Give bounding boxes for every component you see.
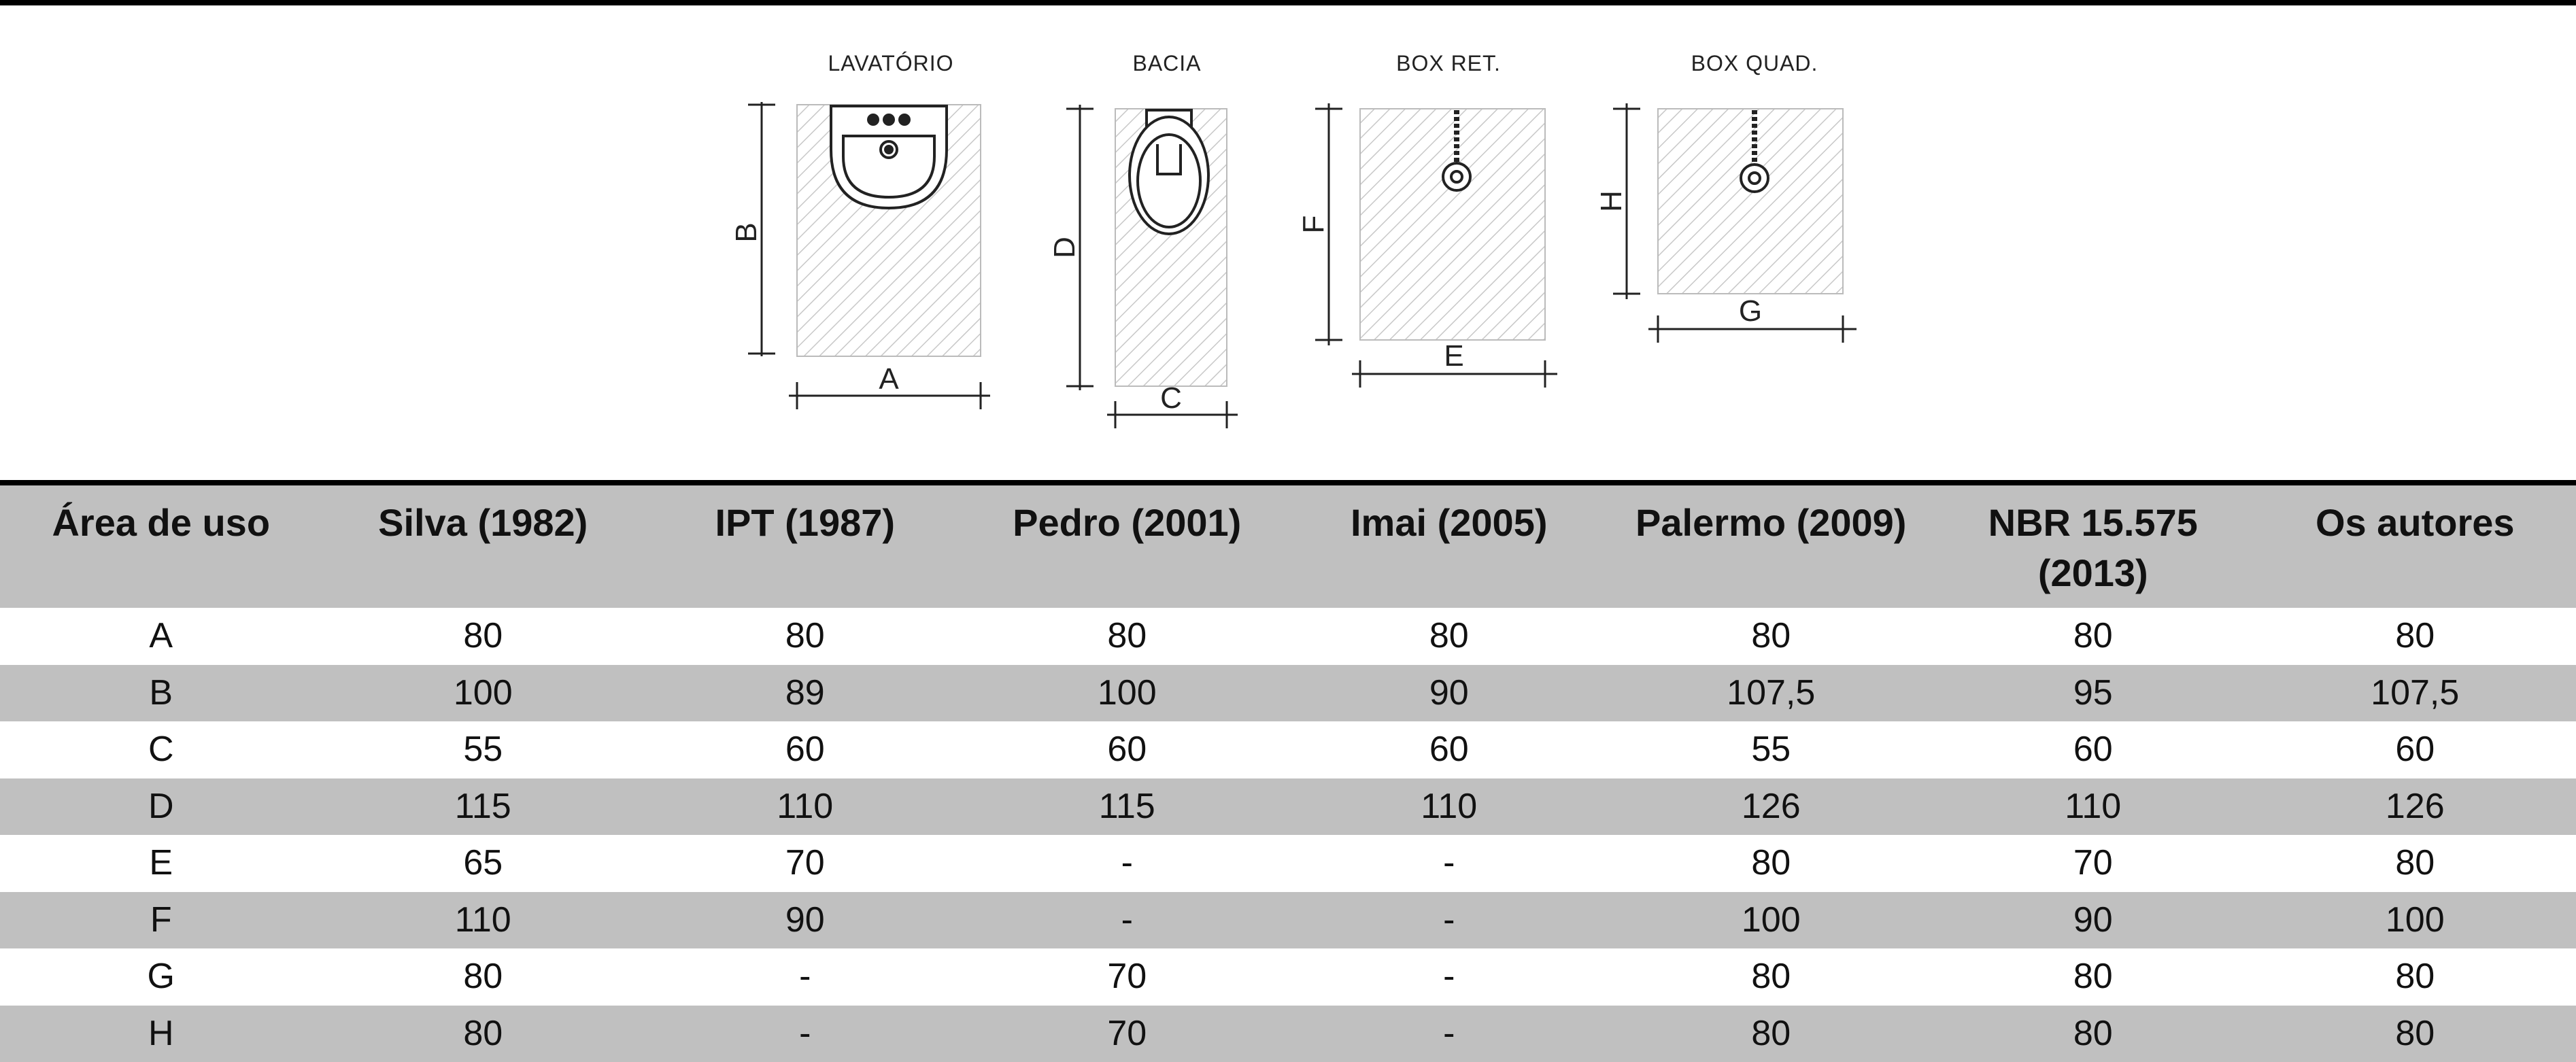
dim-label-b: B — [730, 222, 763, 242]
column-header: IPT (1987) — [644, 485, 966, 608]
table-cell: 80 — [322, 948, 645, 1006]
fixture-label-bacia: BACIA — [1132, 51, 1201, 75]
row-label-cell: C — [0, 721, 322, 778]
column-header: Os autores — [2254, 485, 2576, 608]
table-cell: 80 — [644, 608, 966, 665]
dim-label-a: A — [879, 362, 899, 396]
table-cell: 107,5 — [2254, 665, 2576, 722]
fixture-label-box-ret: BOX RET. — [1396, 51, 1501, 75]
dim-label-g: G — [1739, 294, 1762, 328]
table-cell: 100 — [322, 665, 645, 722]
table-cell: 110 — [644, 778, 966, 836]
table-cell: - — [644, 948, 966, 1006]
dim-label-d: D — [1048, 237, 1081, 258]
table-cell: 90 — [644, 892, 966, 949]
table-cell: 80 — [1610, 948, 1933, 1006]
table-cell: 60 — [966, 721, 1289, 778]
table-cell: 80 — [2254, 948, 2576, 1006]
table-cell: 60 — [1288, 721, 1610, 778]
table-cell: 70 — [1932, 835, 2254, 892]
row-label-cell: E — [0, 835, 322, 892]
table-cell: 70 — [966, 948, 1289, 1006]
table-cell: 100 — [1610, 892, 1933, 949]
bacia-fixture — [1048, 51, 1238, 428]
table-cell: - — [1288, 892, 1610, 949]
table-cell: 107,5 — [1610, 665, 1933, 722]
table-cell: 80 — [2254, 608, 2576, 665]
table-cell: 80 — [1610, 835, 1933, 892]
column-header: Pedro (2001) — [966, 485, 1289, 608]
table-cell: 80 — [1610, 608, 1933, 665]
table-cell: 70 — [644, 835, 966, 892]
table-cell: 80 — [1288, 608, 1610, 665]
table-cell: 80 — [966, 608, 1289, 665]
row-label-cell: F — [0, 892, 322, 949]
table-row — [0, 948, 2576, 1006]
row-label-cell: D — [0, 778, 322, 836]
table-cell: 115 — [322, 778, 645, 836]
column-header: Palermo (2009) — [1610, 485, 1933, 608]
row-label-cell: G — [0, 948, 322, 1006]
table-cell: 70 — [966, 1006, 1289, 1062]
table-cell: 126 — [2254, 778, 2576, 836]
table-cell: 55 — [322, 721, 645, 778]
table-cell: 115 — [966, 778, 1289, 836]
table-cell: 60 — [644, 721, 966, 778]
table-row — [0, 1006, 2576, 1062]
table-cell: 80 — [1932, 1006, 2254, 1062]
table-cell: 110 — [1288, 778, 1610, 836]
table-cell: - — [966, 892, 1289, 949]
table-cell: 90 — [1288, 665, 1610, 722]
table-cell: 110 — [1932, 778, 2254, 836]
table-cell: 80 — [2254, 1006, 2576, 1062]
lavatorio-fixture — [730, 51, 990, 409]
table-cell: 65 — [322, 835, 645, 892]
top-rule — [0, 0, 2576, 5]
table-row — [0, 665, 2576, 722]
table-cell: 60 — [2254, 721, 2576, 778]
table-cell: - — [1288, 1006, 1610, 1062]
column-header: Silva (1982) — [322, 485, 645, 608]
table-cell: 80 — [322, 1006, 645, 1062]
table-cell: 80 — [2254, 835, 2576, 892]
table-cell: 100 — [966, 665, 1289, 722]
dim-label-h: H — [1595, 190, 1628, 212]
sink-icon — [831, 106, 947, 208]
table-cell: 100 — [2254, 892, 2576, 949]
box-quad-fixture — [1595, 51, 1857, 343]
table-row — [0, 835, 2576, 892]
row-label-cell: A — [0, 608, 322, 665]
table-cell: 80 — [1610, 1006, 1933, 1062]
table-cell: 90 — [1932, 892, 2254, 949]
table-cell: 80 — [1932, 948, 2254, 1006]
table-row — [0, 892, 2576, 949]
dim-label-f: F — [1297, 216, 1330, 234]
row-label-cell: H — [0, 1006, 322, 1062]
table-cell: - — [1288, 948, 1610, 1006]
table-cell: 80 — [1932, 608, 2254, 665]
dim-label-e: E — [1444, 339, 1463, 373]
fixture-label-lavatorio: LAVATÓRIO — [828, 51, 953, 75]
use-area-box-quad — [1658, 109, 1843, 294]
table-cell: 95 — [1932, 665, 2254, 722]
table-row — [0, 608, 2576, 665]
table-cell: 55 — [1610, 721, 1933, 778]
dim-label-c: C — [1160, 381, 1182, 415]
fixture-diagram — [0, 5, 2576, 481]
column-header: Imai (2005) — [1288, 485, 1610, 608]
table-cell: - — [1288, 835, 1610, 892]
table-cell: - — [644, 1006, 966, 1062]
table-cell: 110 — [322, 892, 645, 949]
table-cell: 89 — [644, 665, 966, 722]
table-header-row — [0, 485, 2576, 608]
dimensions-table — [0, 485, 2576, 1062]
table-row — [0, 721, 2576, 778]
fixture-label-box-quad: BOX QUAD. — [1691, 51, 1818, 75]
table-cell: - — [966, 835, 1289, 892]
row-label-cell: B — [0, 665, 322, 722]
table-cell: 126 — [1610, 778, 1933, 836]
table-cell: 60 — [1932, 721, 2254, 778]
column-header: Área de uso — [0, 485, 322, 608]
column-header: NBR 15.575 (2013) — [1932, 485, 2254, 608]
use-area-table — [0, 480, 2576, 1058]
table-cell: 80 — [322, 608, 645, 665]
table-row — [0, 778, 2576, 836]
box-ret-fixture — [1297, 51, 1557, 388]
use-area-box-ret — [1360, 109, 1545, 340]
